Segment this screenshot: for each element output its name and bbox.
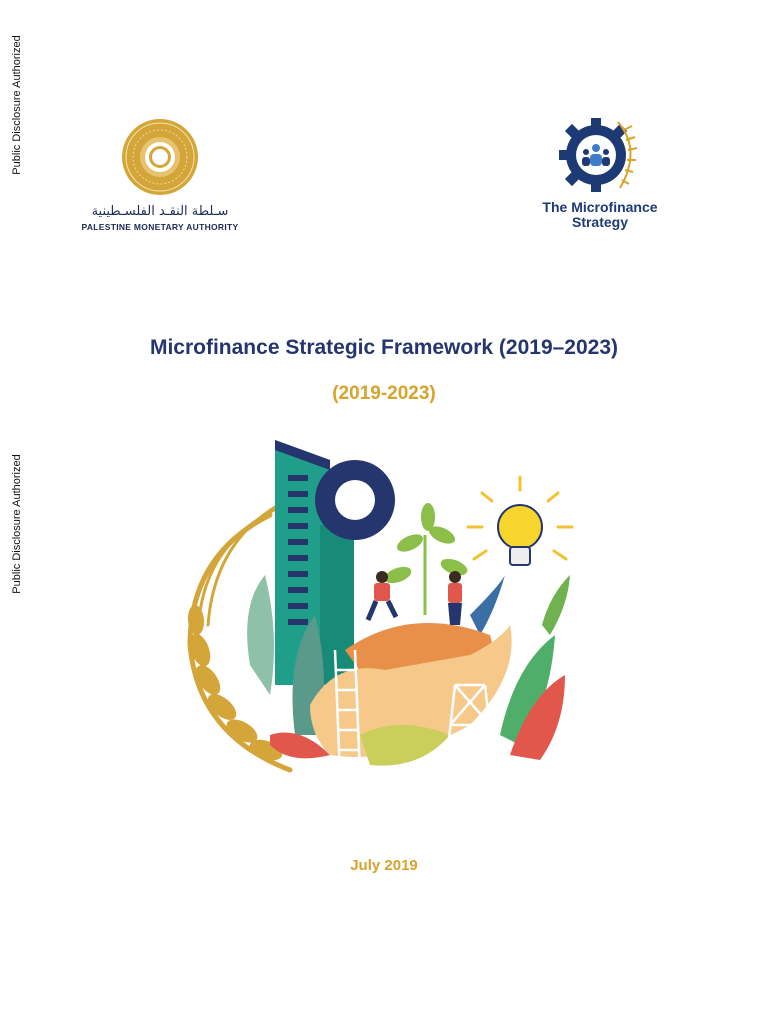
publication-date: July 2019 <box>350 857 418 874</box>
document-subtitle: (2019-2023) <box>332 383 436 404</box>
microfinance-strategy-name: The Microfinance Strategy <box>542 199 658 230</box>
document-title: Microfinance Strategic Framework (2019–2023) <box>149 336 619 359</box>
pma-english-name: PALESTINE MONETARY AUTHORITY <box>81 222 239 232</box>
public-disclosure-label: Public Disclosure Authorized <box>11 35 23 175</box>
pma-arabic-name: سـلطة النقـد الفلسـطينية <box>91 204 229 219</box>
light-bulb-icon <box>468 477 572 565</box>
gear-icon <box>315 460 395 540</box>
gear-people-wheat-icon <box>556 110 646 200</box>
public-disclosure-label: Public Disclosure Authorized <box>11 454 23 594</box>
cover-illustration <box>170 435 590 785</box>
person-standing-icon <box>448 571 462 625</box>
palestine-monetary-authority-logo <box>70 110 250 235</box>
microfinance-strategy-logo <box>520 110 680 235</box>
seal-icon <box>121 118 199 196</box>
